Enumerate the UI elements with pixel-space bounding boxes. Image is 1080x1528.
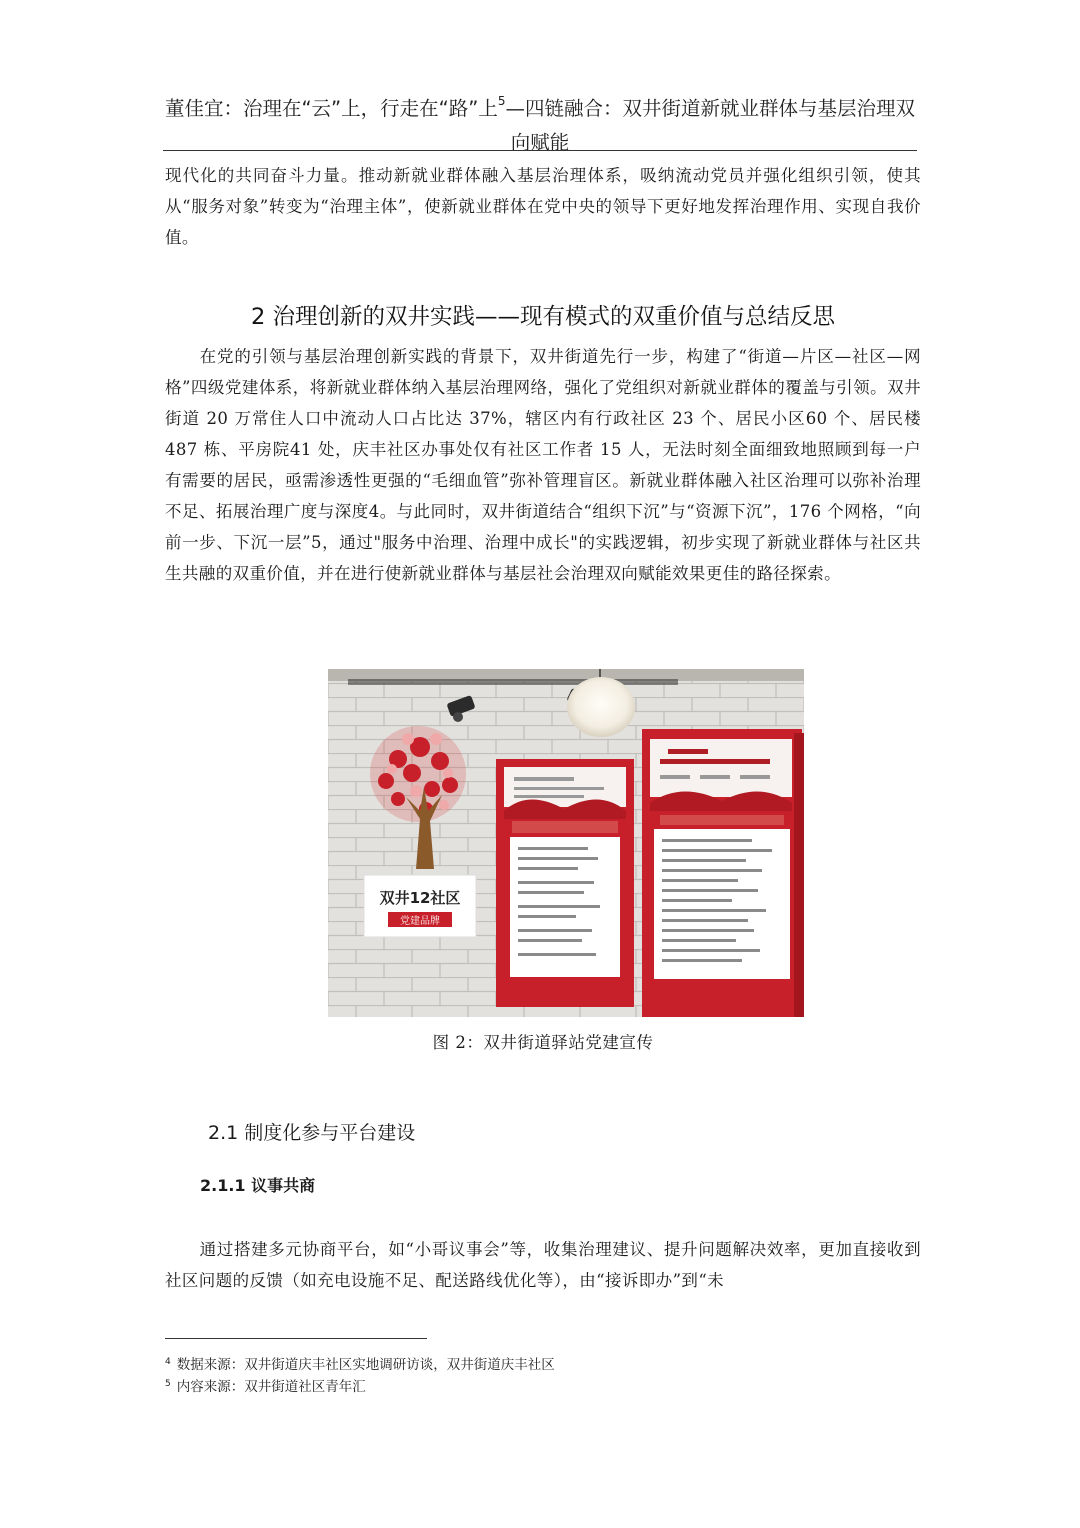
running-header (160, 84, 920, 160)
section-2-1-1-paragraph: 通过搭建多元协商平台，如“小哥议事会”等，收集治理建议、提升问题解决效率，更加直接收到社区问题的反馈（如充电设施不足、配送路线优化等），由“接诉即办”到“未 (165, 1240, 921, 1290)
section-2-1-1-heading: 2.1.1 议事共商 (200, 1176, 316, 1195)
footnote-4-marker: 4 (165, 1357, 171, 1367)
board-logo-subtext: 党建品牌 (400, 916, 440, 927)
footnote-5 (165, 1374, 366, 1397)
board-logo-text: 双井12社区 (379, 889, 461, 907)
footnote-5-marker: 5 (165, 1379, 171, 1389)
header-title-part2: —四链融合：双井街道新就业群体与基层治理双向赋能 (505, 97, 916, 154)
footnote-4-text: 数据来源：双井街道庆丰社区实地调研访谈，双井街道庆丰社区 (176, 1357, 555, 1373)
section-2-1-heading: 2.1 制度化参与平台建设 (208, 1122, 416, 1144)
station-wall-photo (328, 669, 804, 1017)
footnote-5-text: 内容来源：双井街道社区青年汇 (176, 1379, 366, 1395)
header-divider (163, 150, 917, 151)
poster-board-right (642, 729, 804, 1017)
intro-paragraph: 现代化的共同奋斗力量。推动新就业群体融入基层治理体系，吸纳流动党员并强化组织引领，使其从“服务对象”转变为“治理主体”，使新就业群体在党中央的领导下更好地发挥治理作用、实现自我价值。 (165, 166, 921, 247)
header-footnote-marker: 5 (497, 94, 506, 108)
section-2-paragraph: 在党的引领与基层治理创新实践的背景下，双井街道先行一步，构建了“街道—片区—社区—网格”四级党建体系，将新就业群体纳入基层治理网络，强化了党组织对新就业群体的覆盖与引领。双井街道 20 万常住人口中流动人口占比达 37%，辖区内有行政社区 23 个、居民小区60 个、居民楼 487 栋、平房院41 处，庆丰社区办事处仅有社区工作者 15 人，无法时刻全面细致地照顾到每一户有需要的居民，亟需渗透性更强的“毛细血管”弥补管理盲区。新就业群体融入社区治理可以弥补治理不足、拓展治理广度与深度4。与此同时，双井街道结合“组织下沉”与“资源下沉”，176 个网格，“向前一步、下沉一层”5，通过"服务中治理、治理中成长"的实践逻辑，初步实现了新就业群体与社区共生共融的双重价值，并在进行使新就业群体与基层社会治理双向赋能效果更佳的路径探索。 (165, 347, 921, 583)
footnote-divider (165, 1338, 427, 1339)
figure-caption: 图 2：双井街道驿站党建宣传 (432, 1033, 654, 1052)
header-title-part1: 董佳宜：治理在“云”上，行走在“路”上 (164, 97, 498, 120)
pendant-lamp (567, 677, 635, 737)
section-2-heading: 2 治理创新的双井实践——现有模式的双重价值与总结反思 (251, 304, 835, 330)
footnote-4 (165, 1352, 555, 1375)
figure-photo (328, 669, 804, 1017)
poster-board-middle (496, 759, 634, 1007)
